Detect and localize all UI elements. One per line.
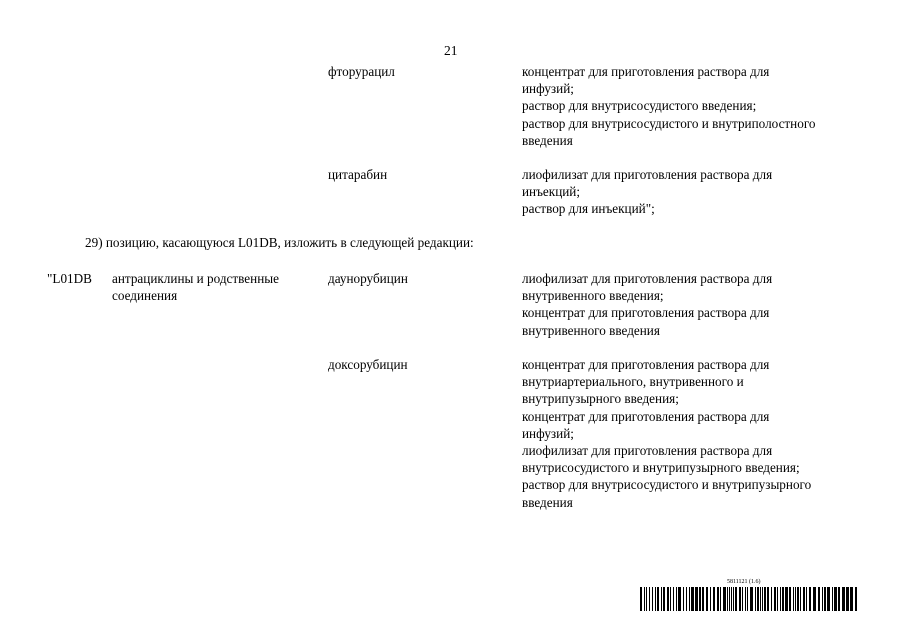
dosage-form-line: введения <box>522 494 573 510</box>
atc-group-name <box>112 270 279 304</box>
dosage-form-line: раствор для внутрисосудистого и внутрипузырного <box>522 477 812 493</box>
atc-group-line: соединения <box>112 288 178 304</box>
dosage-form-line: внутривенного введения <box>522 322 660 338</box>
dosage-forms-doxorubicin <box>522 356 811 511</box>
dosage-form-line: инъекций; <box>522 184 581 200</box>
dosage-form-line: раствор для внутрисосудистого и внутриполостного <box>522 115 816 131</box>
dosage-form-line: введения <box>522 132 573 148</box>
dosage-forms-fluorouracil <box>522 63 816 149</box>
dosage-form-line: лиофилизат для приготовления раствора для <box>522 443 773 459</box>
dosage-form-line: концентрат для приготовления раствора для <box>522 305 770 321</box>
dosage-form-line: внутрипузырного введения; <box>522 391 679 407</box>
dosage-form-line: раствор для внутрисосудистого введения; <box>522 98 757 114</box>
dosage-form-line: раствор для инъекций"; <box>522 201 655 217</box>
drug-name-doxorubicin: доксорубицин <box>328 357 408 372</box>
atc-code: "L01DB <box>47 271 92 286</box>
page-number: 21 <box>444 43 458 58</box>
dosage-form-line: концентрат для приготовления раствора для <box>522 408 770 424</box>
dosage-form-line: концентрат для приготовления раствора для <box>522 64 770 79</box>
drug-name-fluorouracil: фторурацил <box>328 64 395 79</box>
dosage-form-line: концентрат для приготовления раствора для <box>522 357 770 372</box>
dosage-form-line: инфузий; <box>522 425 574 441</box>
dosage-form-line: лиофилизат для приготовления раствора для <box>522 167 773 182</box>
dosage-form-line: внутрисосудистого и внутрипузырного введения; <box>522 460 800 476</box>
dosage-form-line: внутриартериального, внутривенного и <box>522 374 744 390</box>
amendment-instruction: 29) позицию, касающуюся L01DB, изложить в следующей редакции: <box>85 235 474 250</box>
atc-group-line: антрациклины и родственные <box>112 271 279 286</box>
dosage-form-line: внутривенного введения; <box>522 288 664 304</box>
dosage-forms-daunorubicin <box>522 270 772 339</box>
drug-name-cytarabine: цитарабин <box>328 167 388 182</box>
barcode-number: 5811121 (1.6) <box>727 579 761 585</box>
dosage-form-line: инфузий; <box>522 81 574 97</box>
barcode-image <box>640 587 857 611</box>
dosage-form-line: лиофилизат для приготовления раствора для <box>522 271 773 286</box>
drug-name-daunorubicin: даунорубицин <box>328 271 408 286</box>
dosage-forms-cytarabine <box>522 166 772 218</box>
